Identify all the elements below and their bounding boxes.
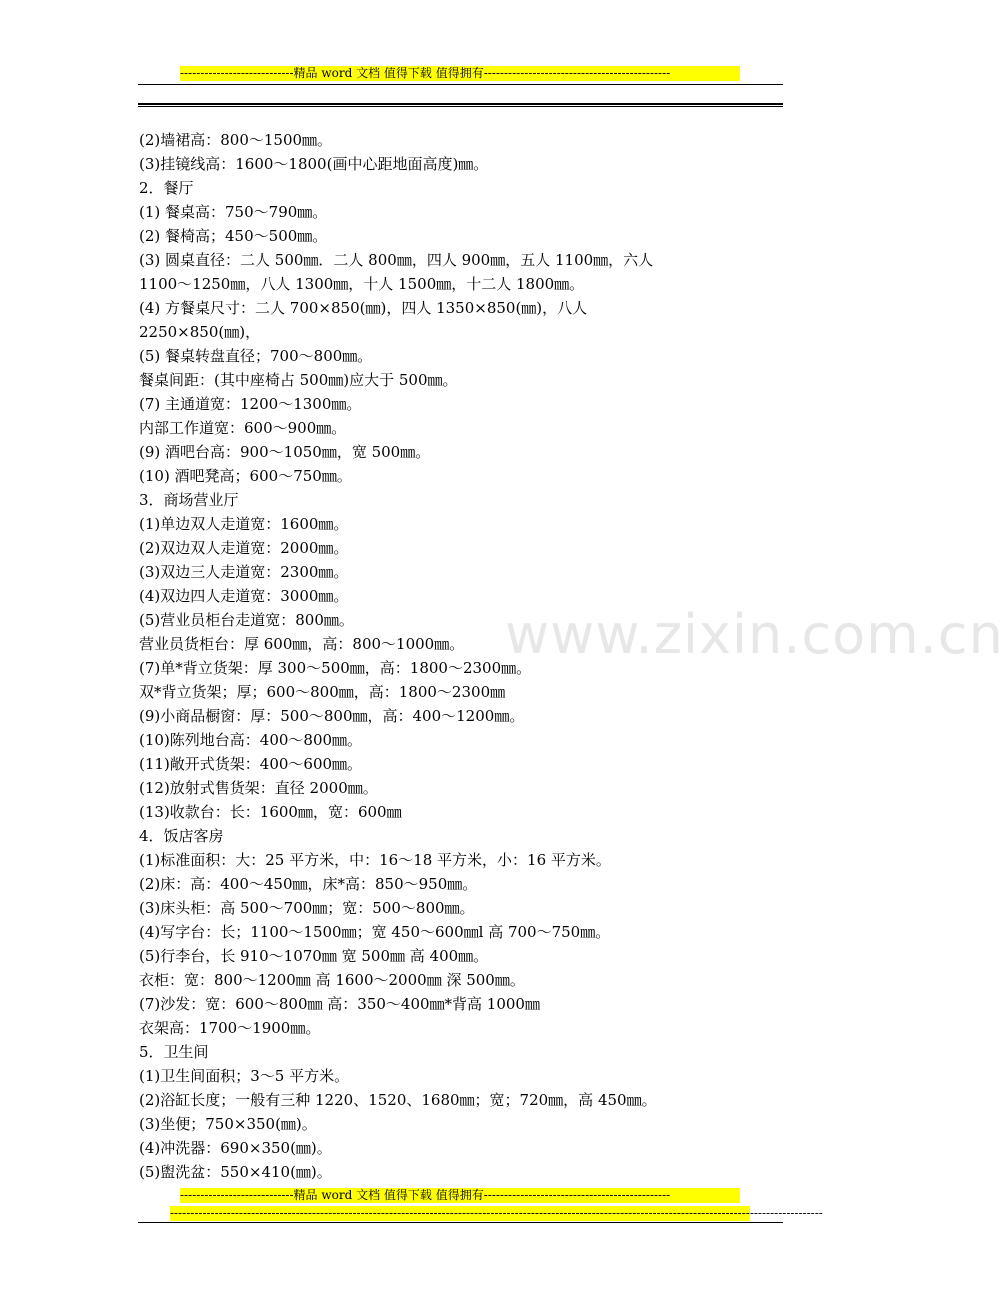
text-line: 4．饭店客房 bbox=[139, 827, 224, 845]
text-line: (4)写字台：长；1100～1500㎜；宽 450～600㎜l 高 700～750㎜。 bbox=[139, 923, 611, 941]
text-line: (5)营业员柜台走道宽：800㎜。 bbox=[139, 611, 354, 629]
header-double-rule-thick bbox=[138, 103, 783, 105]
text-line: (5)行李台，长 910～1070㎜ 宽 500㎜ 高 400㎜。 bbox=[139, 947, 489, 965]
text-line: (12)放射式售货架：直径 2000㎜。 bbox=[139, 779, 378, 797]
text-line: (1)单边双人走道宽：1600㎜。 bbox=[139, 515, 349, 533]
text-line: (5)盥洗盆：550×410(㎜)。 bbox=[139, 1163, 332, 1181]
text-line: (9)小商品橱窗：厚：500～800㎜，高：400～1200㎜。 bbox=[139, 707, 525, 725]
text-line: (3)挂镜线高：1600～1800(画中心距地面高度)㎜。 bbox=[139, 155, 489, 173]
text-line: 衣架高：1700～1900㎜。 bbox=[139, 1019, 321, 1037]
text-line: (3)床头柜：高 500～700㎜；宽：500～800㎜。 bbox=[139, 899, 475, 917]
text-line: 3．商场营业厅 bbox=[139, 491, 239, 509]
text-line: 衣柜：宽：800～1200㎜ 高 1600～2000㎜ 深 500㎜。 bbox=[139, 971, 525, 989]
text-line: (1)标准面积：大：25 平方米，中：16～18 平方米，小：16 平方米。 bbox=[139, 851, 611, 869]
text-line: (3)坐便；750×350(㎜)。 bbox=[139, 1115, 317, 1133]
footer-rule bbox=[138, 1222, 783, 1223]
text-line: (4)双边四人走道宽：3000㎜。 bbox=[139, 587, 349, 605]
text-line: (11)敞开式货架：400～600㎜。 bbox=[139, 755, 363, 773]
text-line: (3) 圆桌直径：二人 500㎜．二人 800㎜，四人 900㎜，五人 1100㎜，六人 bbox=[139, 251, 654, 269]
footer-dash-line: ----------------------------------------------------------------------------------------------------------------------------------------------------------------- bbox=[170, 1206, 823, 1220]
text-line: 营业员货柜台：厚 600㎜，高：800～1000㎜。 bbox=[139, 635, 465, 653]
header-rule bbox=[138, 84, 783, 85]
header-banner: ----------------------------精品 word 文档 值得下载 值得拥有---------------------------------------------- bbox=[180, 66, 740, 81]
footer-banner: ----------------------------精品 word 文档 值得下载 值得拥有---------------------------------------------- bbox=[180, 1188, 740, 1203]
document-body bbox=[139, 128, 779, 1184]
text-line: 餐桌间距：(其中座椅占 500㎜)应大于 500㎜。 bbox=[139, 371, 458, 389]
text-line: (1) 餐桌高：750～790㎜。 bbox=[139, 203, 328, 221]
text-line: (2) 餐椅高；450～500㎜。 bbox=[139, 227, 328, 245]
text-line: (10)陈列地台高：400～800㎜。 bbox=[139, 731, 363, 749]
text-line: 5．卫生间 bbox=[139, 1043, 209, 1061]
text-line: 2250×850(㎜)， bbox=[139, 323, 261, 341]
text-line: (7)单*背立货架：厚 300～500㎜，高：1800～2300㎜。 bbox=[139, 659, 532, 677]
text-line: (9) 酒吧台高：900～1050㎜，宽 500㎜。 bbox=[139, 443, 431, 461]
text-line: (3)双边三人走道宽：2300㎜。 bbox=[139, 563, 349, 581]
text-line: (4)冲洗器：690×350(㎜)。 bbox=[139, 1139, 332, 1157]
watermark: www.zixin.com.cn bbox=[505, 603, 1004, 666]
header-double-rule-thin bbox=[138, 106, 783, 107]
text-line: (5) 餐桌转盘直径；700～800㎜。 bbox=[139, 347, 373, 365]
text-line: 1100～1250㎜，八人 1300㎜，十人 1500㎜，十二人 1800㎜。 bbox=[139, 275, 585, 293]
text-line: 内部工作道宽：600～900㎜。 bbox=[139, 419, 347, 437]
text-line: (7) 主通道宽：1200～1300㎜。 bbox=[139, 395, 362, 413]
text-line: (2)浴缸长度；一般有三种 1220、1520、1680㎜；宽；720㎜，高 450㎜。 bbox=[139, 1091, 657, 1109]
text-line: 2．餐厅 bbox=[139, 179, 194, 197]
text-line: (2)墙裙高：800～1500㎜。 bbox=[139, 131, 333, 149]
text-line: (2)双边双人走道宽：2000㎜。 bbox=[139, 539, 349, 557]
text-line: (10) 酒吧凳高；600～750㎜。 bbox=[139, 467, 352, 485]
text-line: (13)收款台：长：1600㎜，宽：600㎜ bbox=[139, 803, 402, 821]
text-line: (4) 方餐桌尺寸：二人 700×850(㎜)，四人 1350×850(㎜)，八人 bbox=[139, 299, 588, 317]
text-line: 双*背立货架；厚；600～800㎜，高：1800～2300㎜ bbox=[139, 683, 506, 701]
text-line: (7)沙发：宽：600～800㎜ 高：350～400㎜*背高 1000㎜ bbox=[139, 995, 540, 1013]
text-line: (2)床：高：400～450㎜，床*高：850～950㎜。 bbox=[139, 875, 478, 893]
text-line: (1)卫生间面积；3～5 平方米。 bbox=[139, 1067, 350, 1085]
